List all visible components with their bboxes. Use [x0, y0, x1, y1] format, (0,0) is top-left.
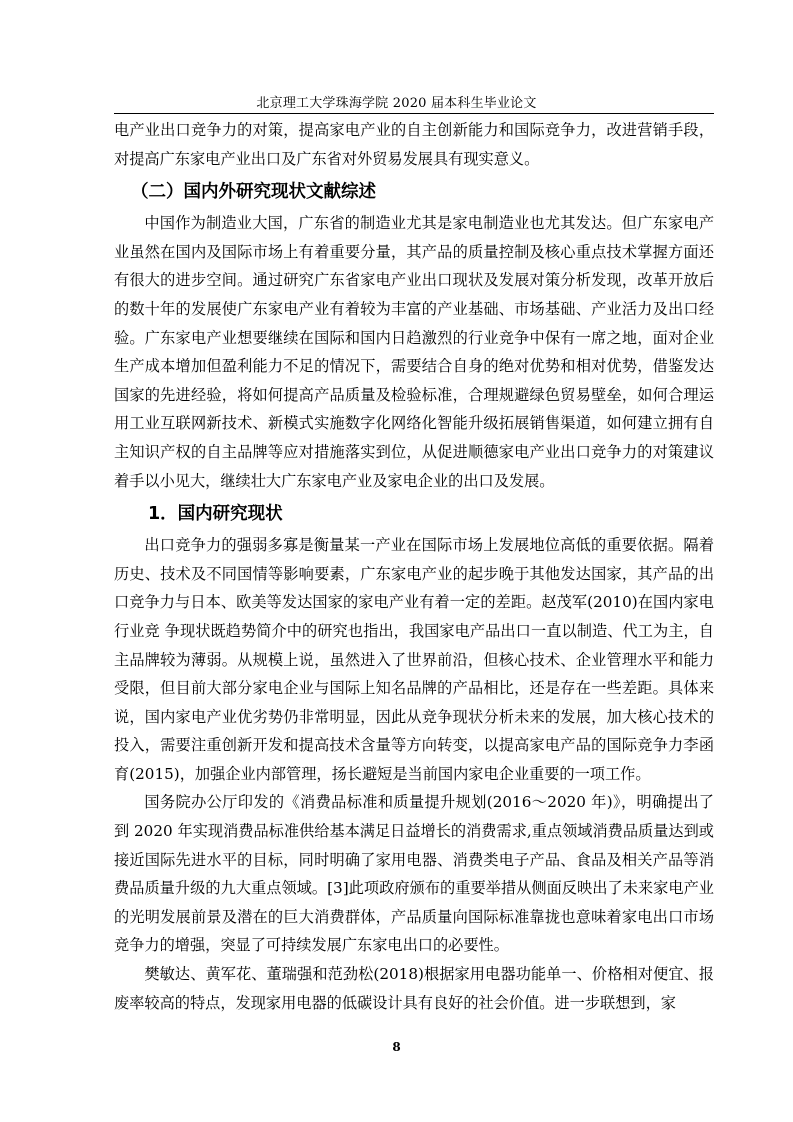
paragraph: 中国作为制造业大国，广东省的制造业尤其是家电制造业也尤其发达。但广东家电产业虽然在国内及国际市场上有着重要分量，其产品的质量控制及核心重点技术掌握方面还有很大的进步空间。通过研究广东省家电产业出口现状及发展对策分析发现，改革开放后的数十年的发展使广东家电产业有着较为丰富的产业基础、市场基础、产业活力及出口经验。广东家电产业想要继续在国际和国内日趋激烈的行业竞争中保有一席之地，面对企业生产成本增加但盈利能力不足的情况下，需要结合自身的绝对优势和相对优势，借鉴发达国家的先进经验，将如何提高产品质量及检验标准，合理规避绿色贸易壁垒，如何合理运用工业互联网新技术、新模式实施数字化网络化智能升级拓展销售渠道，如何建立拥有自主知识产权的自主品牌等应对措施落实到位，从促进顺德家电产业出口竞争力的对策建议着手以小见大，继续壮大广东家电产业及家电企业的出口及发展。 [114, 214, 714, 490]
paragraph: 樊敏达、黄军花、董瑞强和范劲松(2018)根据家用电器功能单一、价格相对便宜、报废率较高的特点，发现家用电器的低碳设计具有良好的社会价值。进一步联想到，家 [114, 965, 714, 1012]
section-heading: （二）国内外研究现状文献综述 [131, 182, 376, 203]
paragraph: 国务院办公厅印发的《消费品标准和质量提升规划(2016～2020 年)》，明确提出了到 2020 年实现消费品标准供给基本满足日益增长的消费需求,重点领域消费品质量达到或接近国际先进水平的目标，同时明确了家用电器、消费类电子产品、食品及相关产品等消费品质量升级的九大重点领域。[3]此项政府颁布的重要举措从侧面反映出了未来家电产业的光明发展前景及潜在的巨大消费群体，产品质量向国际标准靠拢也意味着家电出口市场竞争力的增强，突显了可持续发展广东家电出口的必要性。 [114, 793, 714, 955]
subsection-heading: 1．国内研究现状 [148, 504, 283, 525]
paragraph: 出口竞争力的强弱多寡是衡量某一产业在国际市场上发展地位高低的重要依据。隔着历史、技术及不同国情等影响要素，广东家电产业的起步晚于其他发达国家，其产品的出口竞争力与日本、欧美等发达国家的家电产业有着一定的差距。赵茂军(2010)在国内家电行业竞 争现状既趋势简介中的研究也指出，我国家电产品出口一直以制造、代工为主，自主品牌较为薄弱。从规模上说，虽然进入了世界前沿，但核心技术、企业管理水平和能力受限，但目前大部分家电企业与国际上知名品牌的产品相比，还是存在一些差距。具体来说，国内家电产业优劣势仍非常明显，因此从竞争现状分析未来的发展，加大核心技术的投入，需要注重创新开发和提高技术含量等方向转变，以提高家电产品的国际竞争力李函育(2015)，加强企业内部管理，扬长避短是当前国内家电企业重要的一项工作。 [114, 536, 714, 783]
running-header: 北京理工大学珠海学院 2020 届本科生毕业论文 [256, 96, 537, 111]
paragraph-continuation: 电产业出口竞争力的对策，提高家电产业的自主创新能力和国际竞争力，改进营销手段，对提高广东家电产业出口及广东省对外贸易发展具有现实意义。 [114, 121, 714, 168]
page-number: 8 [392, 1040, 401, 1054]
document-body [114, 116, 714, 1017]
header-rule [114, 113, 714, 114]
